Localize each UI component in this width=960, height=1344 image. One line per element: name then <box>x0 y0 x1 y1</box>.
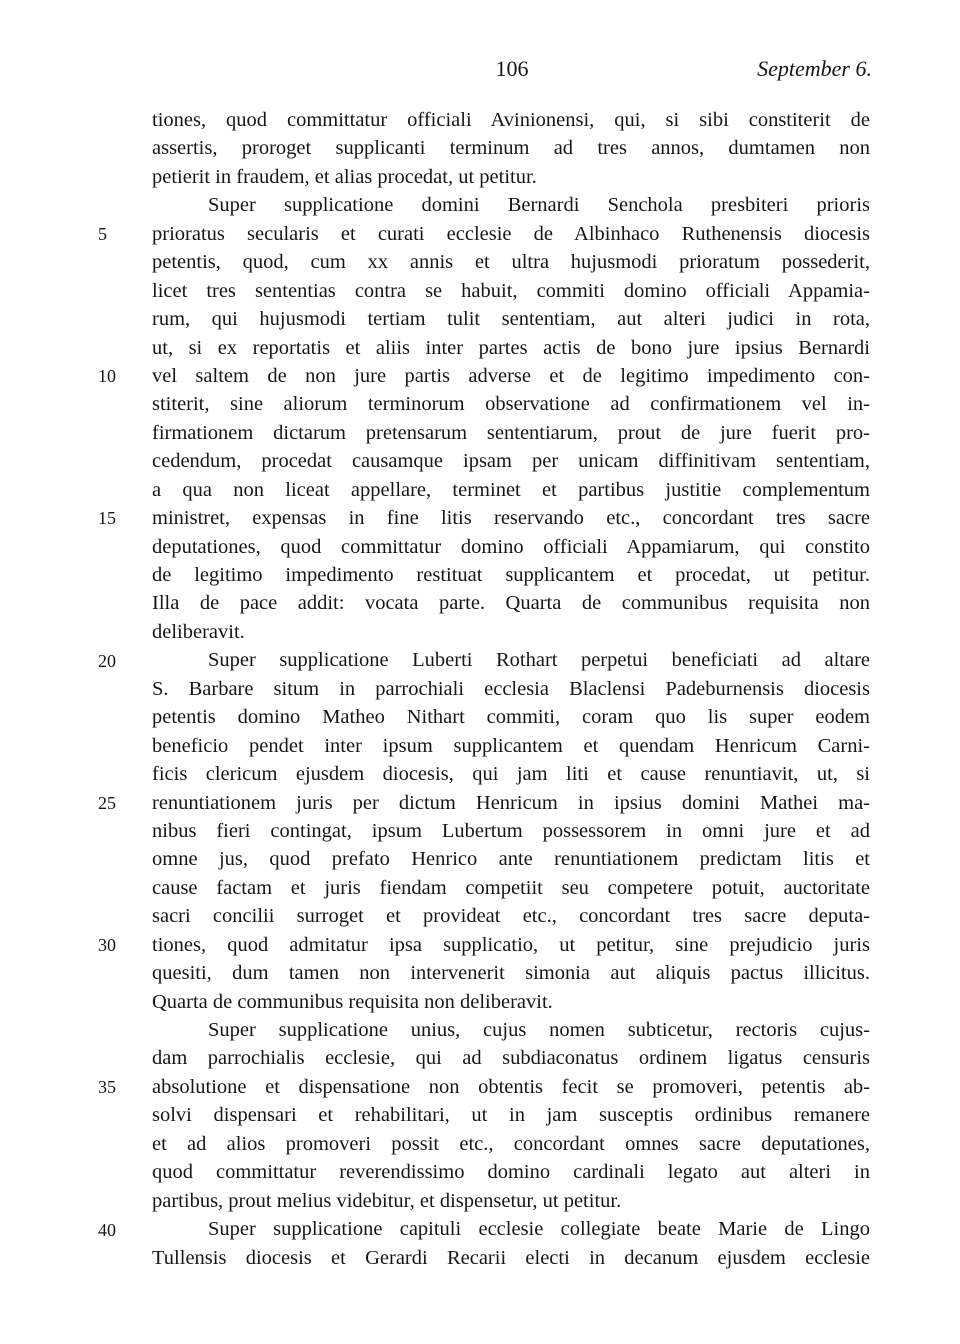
text-line: a qua non liceat appellare, terminet et partibus justitie complementum <box>152 478 870 501</box>
line-number: 20 <box>98 650 116 671</box>
line-number: 40 <box>98 1219 116 1240</box>
text-line: deputationes, quod committatur domino officiali Appamiarum, qui constito <box>152 535 870 558</box>
line-number: 25 <box>98 792 116 813</box>
text-line: Super supplicatione Luberti Rothart perpetui beneficiati ad altare <box>208 649 870 672</box>
text-line: Tullensis diocesis et Gerardi Recarii electi in decanum ejusdem ecclesie <box>152 1246 870 1269</box>
text-line: Quarta de communibus requisita non deliberavit. <box>152 990 553 1013</box>
body-text <box>152 106 870 1272</box>
line-number: 35 <box>98 1077 116 1098</box>
text-line: beneficio pendet inter ipsum supplicantem et quendam Henricum Carni- <box>152 734 870 757</box>
text-line: quod committatur reverendissimo domino cardinali legato aut alteri in <box>152 1161 870 1184</box>
text-line: ficis clericum ejusdem diocesis, qui jam liti et cause renuntiavit, ut, si <box>152 763 870 786</box>
line-number: 10 <box>98 366 116 387</box>
line-number: 30 <box>98 935 116 956</box>
text-line: de legitimo impedimento restituat supplicantem et procedat, ut petitur. <box>152 564 870 586</box>
text-line: petentis domino Matheo Nithart commiti, coram quo lis super eodem <box>152 706 870 729</box>
text-line: nibus fieri contingat, ipsum Lubertum possessorem in omni jure et ad <box>152 819 870 842</box>
text-line: partibus, prout melius videbitur, et dispensetur, ut petitur. <box>152 1189 622 1212</box>
text-line: petierit in fraudem, et alias procedat, ut petitur. <box>152 165 537 188</box>
text-line: solvi dispensari et rehabilitari, ut in jam susceptis ordinibus remanere <box>152 1104 870 1127</box>
line-number: 5 <box>98 223 107 244</box>
text-line: absolutione et dispensatione non obtentis fecit se promoveri, petentis ab- <box>152 1075 870 1098</box>
text-line: renuntiationem juris per dictum Henricum in ipsius domini Mathei ma- <box>152 791 870 814</box>
text-line: S. Barbare situm in parrochiali ecclesia Blaclensi Padeburnensis diocesis <box>152 677 870 700</box>
text-line: Super supplicatione unius, cujus nomen subticetur, rectoris cujus- <box>208 1019 870 1041</box>
text-line: dam parrochialis ecclesie, qui ad subdiaconatus ordinem ligatus censuris <box>152 1047 870 1070</box>
text-line: tiones, quod admitatur ipsa supplicatio, ut petitur, sine prejudicio juris <box>152 933 870 956</box>
text-line: prioratus secularis et curati ecclesie de Albinhaco Ruthenensis diocesis <box>152 222 870 245</box>
text-line: tiones, quod committatur officiali Avinionensi, qui, si sibi constiterit de <box>152 109 870 131</box>
text-line: sacri concilii surroget et provideat etc., concordant tres sacre deputa- <box>152 905 870 928</box>
page-number: 106 <box>495 56 529 81</box>
text-line: cedendum, procedat causamque ipsam per unicam diffinitivam sententiam, <box>152 450 870 473</box>
text-line: licet tres sententias contra se habuit, commiti domino officiali Appamia- <box>152 279 870 302</box>
running-head: September 6. <box>757 56 872 81</box>
page-header <box>152 56 872 88</box>
text-line: assertis, proroget supplicanti terminum ad tres annos, dumtamen non <box>152 137 870 160</box>
text-line: ministret, expensas in fine litis reservando etc., concordant tres sacre <box>152 507 870 530</box>
line-number: 15 <box>98 508 116 529</box>
text-line: stiterit, sine aliorum terminorum observatione ad confirmationem vel in- <box>152 393 870 416</box>
text-line: vel saltem de non jure partis adverse et de legitimo impedimento con- <box>152 364 870 387</box>
text-line: et ad alios promoveri possit etc., concordant omnes sacre deputationes, <box>152 1132 870 1155</box>
text-line: deliberavit. <box>152 620 245 643</box>
text-line: Super supplicatione domini Bernardi Senchola presbiteri prioris <box>208 194 870 217</box>
text-line: Super supplicatione capituli ecclesie collegiate beate Marie de Lingo <box>208 1218 870 1241</box>
text-line: petentis, quod, cum xx annis et ultra hujusmodi prioratum possederit, <box>152 251 870 274</box>
text-line: firmationem dictarum pretensarum sententiarum, prout de jure fuerit pro- <box>152 421 870 444</box>
text-line: omne jus, quod prefato Henrico ante renuntiationem predictam litis et <box>152 848 870 871</box>
text-line: Illa de pace addit: vocata parte. Quarta de communibus requisita non <box>152 592 870 615</box>
text-line: quesiti, dum tamen non intervenerit simonia aut aliquis pactus illicitus. <box>152 962 870 985</box>
text-line: ut, si ex reportatis et aliis inter partes actis de bono jure ipsius Bernardi <box>152 336 870 359</box>
text-line: rum, qui hujusmodi tertiam tulit sententiam, aut alteri judici in rota, <box>152 308 870 331</box>
text-line: cause factam et juris fiendam competiit seu competere potuit, auctoritate <box>152 876 870 899</box>
